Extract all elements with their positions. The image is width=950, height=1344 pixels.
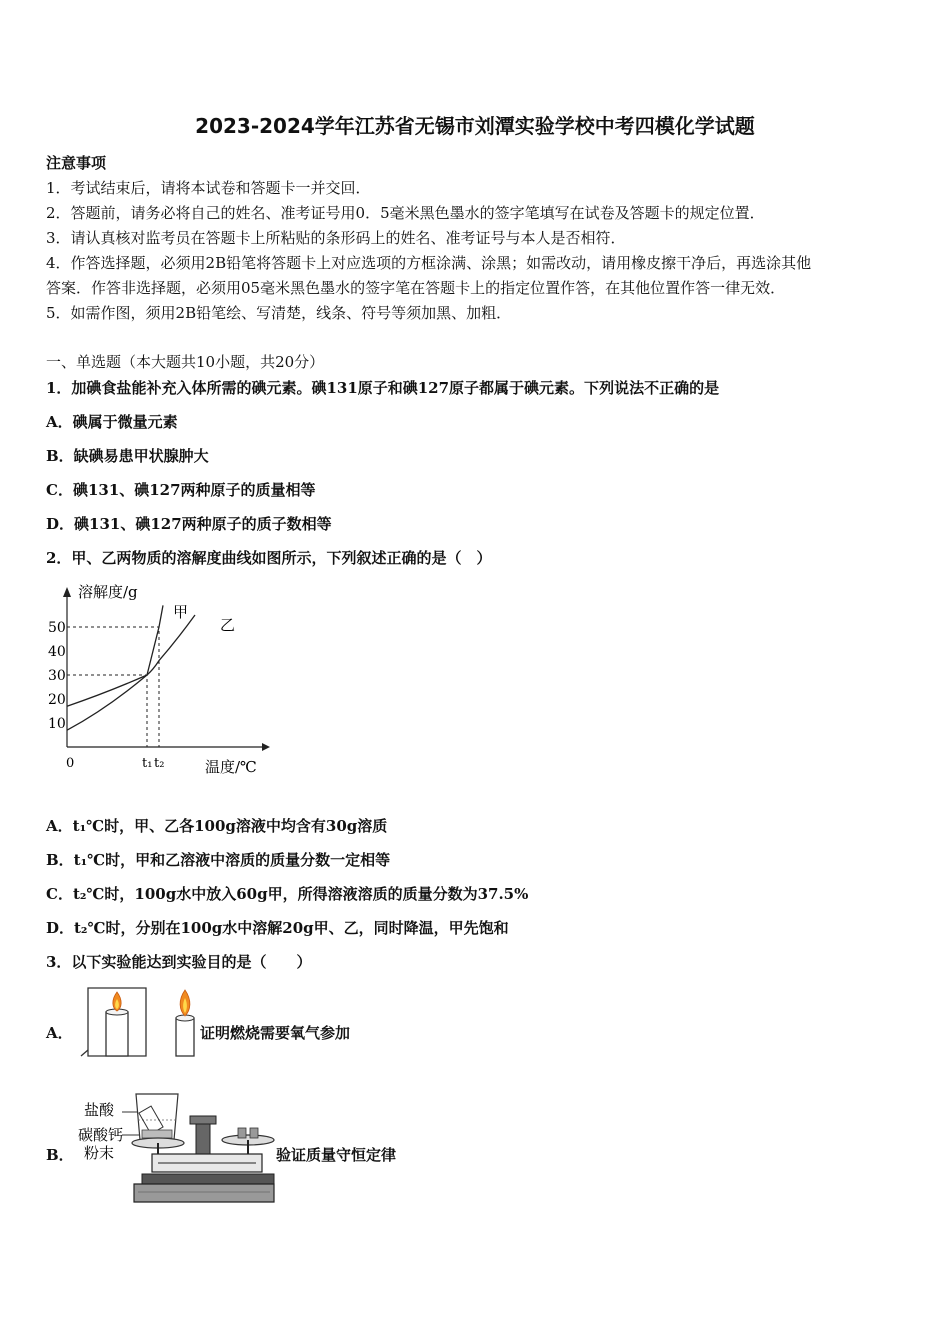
label-calcium-carbonate: 碳酸钙 [78, 1126, 124, 1144]
notice-item: 4．作答选择题，必须用2B铅笔将答题卡上对应选项的方框涂满、涂黑；如需改动，请用橡皮擦干净后，再选涂其他 [46, 254, 812, 272]
x-tick-label: t₂ [154, 756, 165, 771]
question-3-option-b-text: 验证质量守恒定律 [276, 1146, 397, 1164]
notice-item: 2．答题前，请务必将自己的姓名、准考证号用0．5毫米黑色墨水的签字笔填写在试卷及答题卡的规定位置． [46, 204, 765, 222]
question-1-option-a: A．碘属于微量元素 [46, 413, 178, 431]
notice-item: 3．请认真核对监考员在答题卡上所粘贴的条形码上的姓名、准考证号与本人是否相符． [46, 229, 626, 247]
y-tick-label: 50 [48, 620, 66, 636]
question-3-stem: 3．以下实验能达到实验目的是（ ） [46, 953, 312, 971]
x-axis-label: 温度/℃ [205, 758, 257, 776]
y-tick-label: 30 [48, 668, 66, 684]
balance-experiment-illustration [78, 1090, 278, 1206]
x-axis-arrow [262, 743, 270, 751]
question-3-option-a-text: 证明燃烧需要氧气参加 [200, 1024, 351, 1042]
series-label-yi: 乙 [220, 616, 236, 634]
series-curve-jia [67, 605, 163, 730]
notice-heading: 注意事项 [46, 154, 107, 172]
question-1-option-d: D．碘131、碘127两种原子的质子数相等 [46, 515, 332, 533]
candle-covered [106, 1012, 128, 1056]
question-2-option-c: C．t₂℃时，100g水中放入60g甲，所得溶液溶质的质量分数为37.5% [46, 885, 529, 903]
weight-icon [250, 1128, 258, 1138]
y-axis-arrow [63, 587, 71, 597]
question-3-option-a-label: A． [46, 1024, 73, 1042]
question-3-option-b-label: B． [46, 1146, 74, 1164]
solubility-chart [40, 575, 280, 780]
guide-line [67, 675, 147, 747]
y-tick-label: 10 [48, 716, 66, 732]
question-1-option-b: B．缺碘易患甲状腺肿大 [46, 447, 209, 465]
weight-icon [238, 1128, 246, 1138]
y-tick-label: 20 [48, 692, 66, 708]
notice-item: 答案．作答非选择题，必须用05毫米黑色墨水的签字笔在答题卡上的指定位置作答，在其他位置作答一律无效． [46, 279, 786, 297]
question-2-option-d: D．t₂℃时，分别在100g水中溶解20g甲、乙，同时降温，甲先饱和 [46, 919, 509, 937]
label-powder: 粉末 [84, 1144, 115, 1162]
question-1-stem: 1．加碘食盐能补充入体所需的碘元素。碘131原子和碘127原子都属于碘元素。下列说法不正确的是 [46, 379, 720, 397]
series-curve-yi [67, 615, 195, 706]
question-1-option-c: C．碘131、碘127两种原子的质量相等 [46, 481, 316, 499]
question-2-option-b: B．t₁℃时，甲和乙溶液中溶质的质量分数一定相等 [46, 851, 391, 869]
y-tick-label: 40 [48, 644, 66, 660]
balance-base [134, 1184, 274, 1202]
candle-open [176, 1018, 194, 1056]
section-heading: 一、单选题（本大题共10小题，共20分） [46, 353, 325, 371]
question-2-stem: 2．甲、乙两物质的溶解度曲线如图所示，下列叙述正确的是（ ） [46, 549, 492, 567]
notice-item: 5．如需作图，须用2B铅笔绘、写清楚，线条、符号等须加黑、加粗． [46, 304, 512, 322]
question-2-option-a: A．t₁℃时，甲、乙各100g溶液中均含有30g溶质 [46, 817, 388, 835]
series-label-jia: 甲 [173, 603, 189, 621]
label-hydrochloric-acid: 盐酸 [84, 1101, 115, 1119]
guide-line [67, 627, 159, 747]
x-tick-label: t₁ [142, 756, 153, 771]
candle-experiment-illustration [78, 984, 203, 1060]
origin-label: 0 [66, 756, 75, 771]
notice-item: 1．考试结束后，请将本试卷和答题卡一并交回． [46, 179, 371, 197]
y-axis-label: 溶解度/g [78, 583, 138, 601]
page-title: 2023-2024学年江苏省无锡市刘潭实验学校中考四模化学试题 [195, 114, 755, 138]
